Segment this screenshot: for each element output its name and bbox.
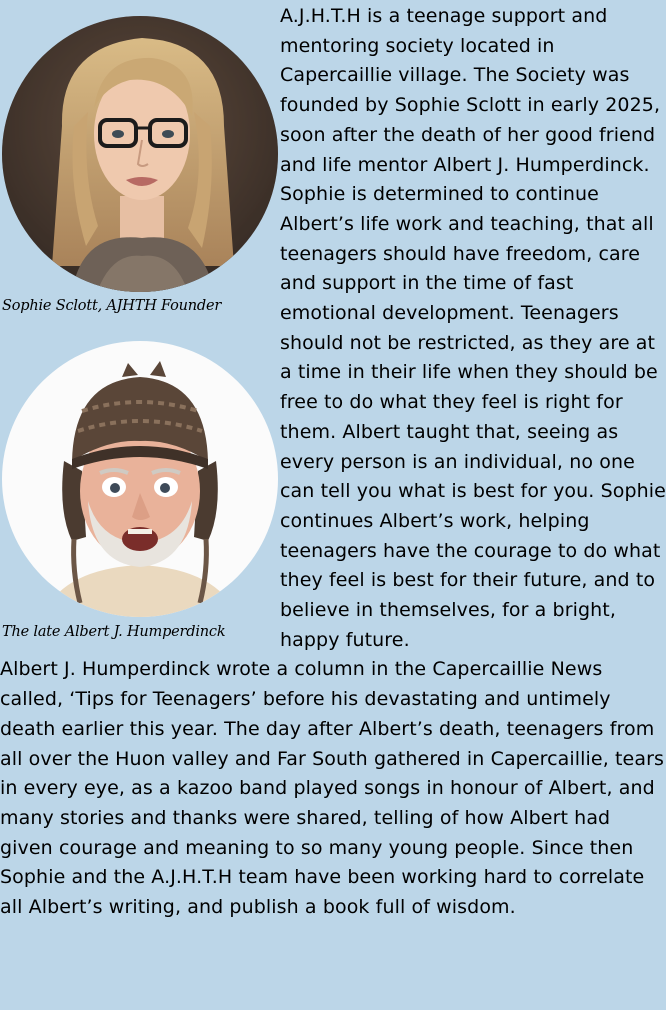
mentor-caption: The late Albert J. Humperdinck: [2, 624, 226, 640]
intro-paragraph: A.J.H.T.H is a teenage support and mentoring society located in Capercaillie village. The Society was founded by Sophie Sclott in early 2025, soon after the death of her good friend and life mentor Albert J. Humperdinck. Sophie is determined to continue Albert’s life work and teaching, that all teenagers should have freedom, care and support in the time of fast emotional development. Teenagers should not be restricted, as they are at a time in their life when they should be free to do what they feel is right for them. Albert taught that, seeing as every person is an individual, no one can tell you what is best for you. Sophie continues Albert’s work, helping teenagers have the courage to do what they feel is best for their future, and to believe in themselves, for a bright, happy future.: [280, 5, 666, 651]
founder-figure: [0, 16, 280, 327]
column-paragraph: Albert J. Humperdinck wrote a column in the Capercaillie News called, ‘Tips for Teenagers’ before his devastating and untimely death earlier this year. The day after Albert’s death, teenagers from all over the Huon valley and Far South gathered in Capercaillie, tears in every eye, as a kazoo band played songs in honour of Albert, and many stories and thanks were shared, telling of how Albert had given courage and meaning to so many young people. Since then Sophie and the A.J.H.T.H team have been working hard to correlate all Albert’s writing, and publish a book full of wisdom.: [0, 658, 664, 919]
mentor-photo: [2, 341, 278, 617]
portrait-woman-glasses-icon: [2, 16, 278, 292]
mentor-figure: [0, 341, 280, 643]
portrait-elderly-man-beanie-icon: [2, 341, 278, 617]
founder-caption: Sophie Sclott, AJHTH Founder: [2, 298, 222, 314]
founder-photo: [2, 16, 278, 292]
